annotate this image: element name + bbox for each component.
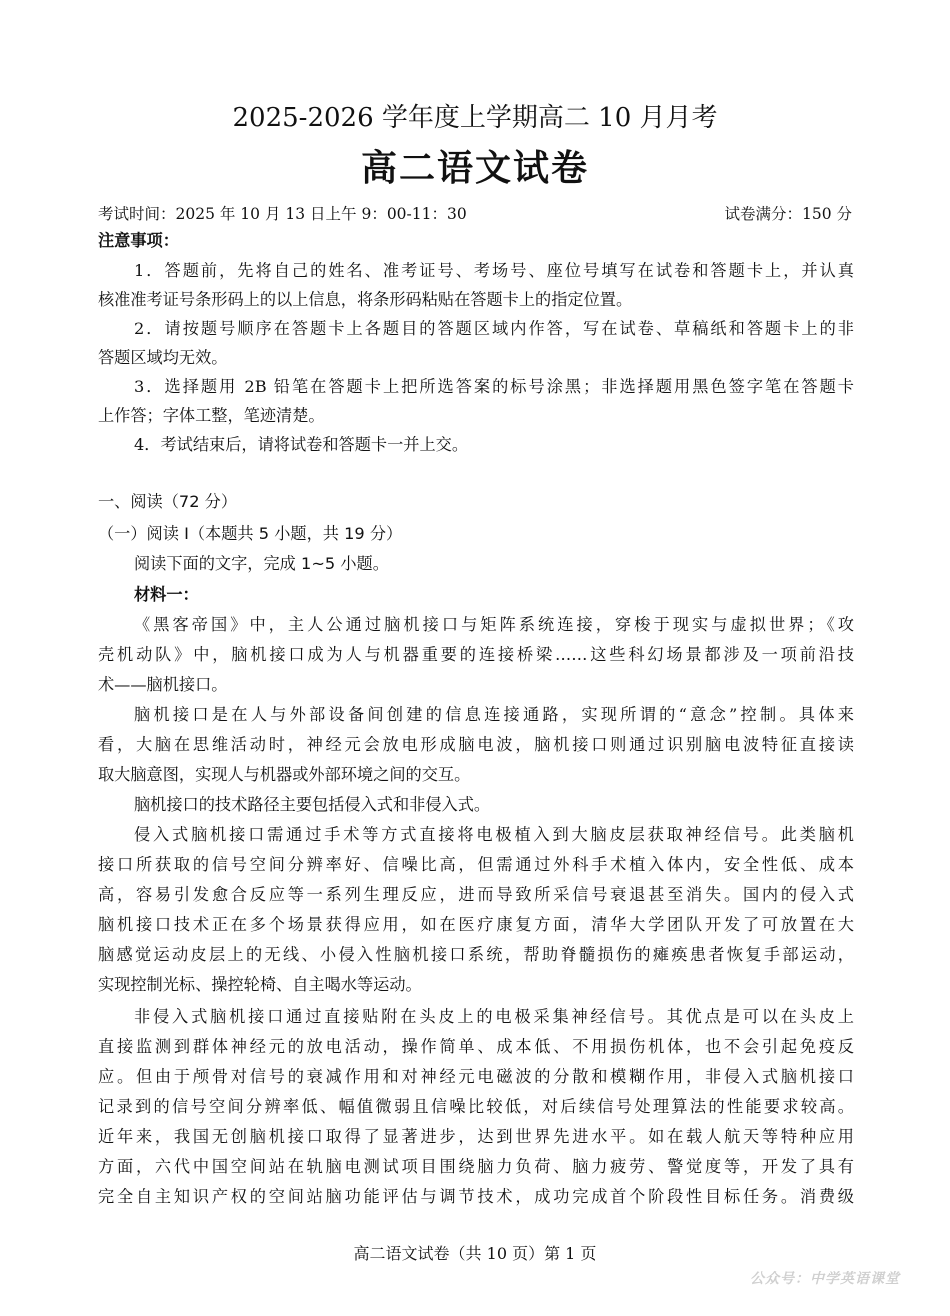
notice-heading: 注意事项： bbox=[98, 231, 179, 250]
body-line: 应。但由于颅骨对信号的衰减作用和对神经元电磁波的分散和模糊作用，非侵入式脑机接口 bbox=[98, 1067, 854, 1086]
notice-line: 上作答；字体工整，笔迹清楚。 bbox=[98, 406, 325, 425]
notice-line: 2．请按题号顺序在答题卡上各题目的答题区域内作答，写在试卷、草稿纸和答题卡上的非 bbox=[134, 319, 854, 338]
body-line: 壳机动队》中，脑机接口成为人与机器重要的连接桥梁……这些科幻场景都涉及一项前沿技 bbox=[98, 645, 854, 664]
body-line: 记录到的信号空间分辨率低、幅值微弱且信噪比较低，对后续信号处理算法的性能要求较高。 bbox=[98, 1097, 854, 1116]
body-line: 实现控制光标、操控轮椅、自主喝水等运动。 bbox=[98, 975, 422, 994]
notice-line: 3．选择题用 2B 铅笔在答题卡上把所选答案的标号涂黑；非选择题用黑色签字笔在答题卡 bbox=[134, 377, 854, 396]
notice-line: 答题区域均无效。 bbox=[98, 348, 228, 367]
body-line: 脑机接口是在人与外部设备间创建的信息连接通路，实现所谓的“意念”控制。具体来 bbox=[134, 705, 854, 724]
exam-subtitle: 高二语文试卷 bbox=[360, 147, 589, 189]
instruction-text: 阅读下面的文字，完成 1~5 小题。 bbox=[134, 554, 389, 573]
watermark: 公众号：中学英语课堂 bbox=[750, 1271, 900, 1287]
notice-line: 1．答题前，先将自己的姓名、准考证号、考场号、座位号填写在试卷和答题卡上，并认真 bbox=[134, 261, 854, 280]
material-label: 材料一： bbox=[134, 585, 199, 604]
body-line: 《黑客帝国》中，主人公通过脑机接口与矩阵系统连接，穿梭于现实与虚拟世界；《攻 bbox=[134, 615, 854, 634]
body-line: 看，大脑在思维活动时，神经元会放电形成脑电波，脑机接口则通过识别脑电波特征直接读 bbox=[98, 735, 854, 754]
section-heading: 一、阅读（72 分） bbox=[98, 492, 238, 511]
page-footer: 高二语文试卷（共 10 页）第 1 页 bbox=[353, 1244, 597, 1263]
notice-line: 核准准考证号条形码上的以上信息，将条形码粘贴在答题卡上的指定位置。 bbox=[98, 290, 633, 309]
body-line: 脑感觉运动皮层上的无线、小侵入性脑机接口系统，帮助脊髓损伤的瘫痪患者恢复手部运动， bbox=[98, 945, 854, 964]
notice-line: 4．考试结束后，请将试卷和答题卡一并上交。 bbox=[134, 435, 469, 454]
full-score: 试卷满分：150 分 bbox=[724, 205, 852, 223]
body-line: 接口所获取的信号空间分辨率好、信噪比高，但需通过外科手术植入体内，安全性低、成本 bbox=[98, 855, 854, 874]
body-line: 侵入式脑机接口需通过手术等方式直接将电极植入到大脑皮层获取神经信号。此类脑机 bbox=[134, 825, 854, 844]
exam-title: 2025-2026 学年度上学期高二 10 月月考 bbox=[232, 103, 718, 133]
exam-time: 考试时间：2025 年 10 月 13 日上午 9：00-11：30 bbox=[98, 205, 467, 223]
body-line: 高，容易引发愈合反应等一系列生理反应，进而导致所采信号衰退甚至消失。国内的侵入式 bbox=[98, 885, 854, 904]
body-line: 近年来，我国无创脑机接口取得了显著进步，达到世界先进水平。如在载人航天等特种应用 bbox=[98, 1127, 854, 1146]
body-line: 直接监测到群体神经元的放电活动，操作简单、成本低、不用损伤机体，也不会引起免疫反 bbox=[98, 1037, 854, 1056]
body-line: 非侵入式脑机接口通过直接贴附在头皮上的电极采集神经信号。其优点是可以在头皮上 bbox=[134, 1007, 854, 1026]
body-line: 术——脑机接口。 bbox=[98, 675, 228, 694]
body-line: 完全自主知识产权的空间站脑功能评估与调节技术，成功完成首个阶段性目标任务。消费级 bbox=[98, 1187, 854, 1206]
body-line: 方面，六代中国空间站在轨脑电测试项目围绕脑力负荷、脑力疲劳、警觉度等，开发了具有 bbox=[98, 1157, 854, 1176]
sub-section-heading: （一）阅读 I（本题共 5 小题，共 19 分） bbox=[98, 524, 403, 543]
body-line: 脑机接口技术正在多个场景获得应用，如在医疗康复方面，清华大学团队开发了可放置在大 bbox=[98, 915, 854, 934]
body-line: 脑机接口的技术路径主要包括侵入式和非侵入式。 bbox=[134, 795, 491, 814]
body-line: 取大脑意图，实现人与机器或外部环境之间的交互。 bbox=[98, 765, 471, 784]
